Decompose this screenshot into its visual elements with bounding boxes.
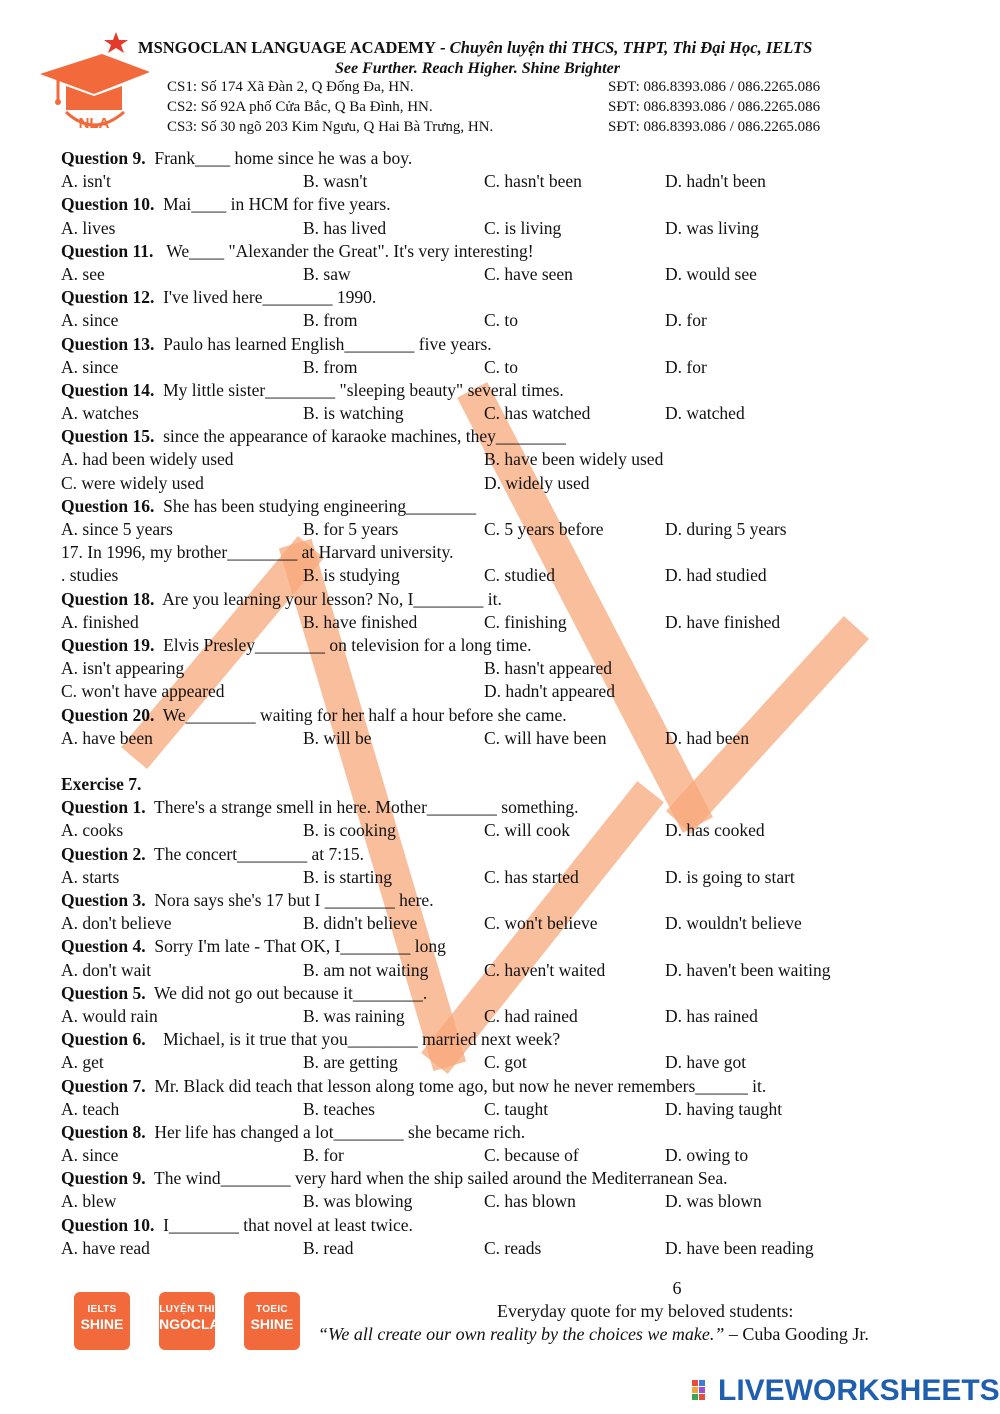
answer-option[interactable]: A. get	[61, 1052, 104, 1073]
answer-option[interactable]: C. hasn't been	[484, 171, 582, 192]
question-number: Question 10.	[61, 1214, 155, 1235]
question-stem	[61, 286, 961, 309]
answer-option[interactable]: D. for	[665, 310, 707, 331]
answer-option[interactable]: C. to	[484, 356, 519, 377]
answer-option[interactable]: B. are getting	[303, 1052, 398, 1073]
question-text: Her life has changed a lot________ she became rich.	[154, 1121, 526, 1142]
question-text: My little sister________ "sleeping beauty" several times.	[163, 379, 564, 400]
branch-address: CS3: Số 30 ngõ 203 Kim Ngưu, Q Hai Bà Trưng, HN.	[167, 119, 494, 135]
answer-option[interactable]: B. is watching	[303, 403, 404, 424]
answer-option[interactable]: D. is going to start	[665, 866, 795, 887]
answer-option[interactable]: C. is living	[484, 217, 562, 238]
question-stem	[61, 240, 961, 263]
question-stem	[61, 541, 961, 564]
question-number: Question 4.	[61, 936, 146, 957]
answer-option[interactable]: B. from	[303, 356, 358, 377]
answer-option[interactable]: D. have got	[665, 1052, 747, 1073]
question-text: We________ waiting for her half a hour before she came.	[162, 704, 567, 725]
question-stem	[61, 1075, 961, 1098]
question-text: I________ that novel at least twice.	[163, 1214, 413, 1235]
answer-options	[61, 1098, 961, 1121]
question-number: Question 11.	[61, 240, 154, 261]
answer-option[interactable]: D. had been	[665, 727, 750, 748]
answer-option[interactable]: B. am not waiting	[303, 959, 429, 980]
liveworksheets-icon	[692, 1378, 714, 1402]
question-list-b	[61, 796, 961, 1260]
answer-option[interactable]: B. for 5 years	[303, 519, 399, 539]
answer-option[interactable]: D. was living	[665, 217, 759, 238]
question-text: We____ "Alexander the Great". It's very interesting!	[162, 240, 534, 261]
answer-options	[61, 866, 961, 889]
question-number: Question 13.	[61, 333, 155, 354]
answer-options	[61, 217, 961, 240]
answer-option[interactable]: A. finished	[61, 611, 139, 632]
answer-option[interactable]: D. hadn't been	[665, 171, 766, 192]
answer-options	[61, 657, 961, 680]
question-text: Nora says she's 17 but I ________ here.	[154, 890, 434, 910]
svg-text:NLA: NLA	[78, 115, 110, 132]
branch-phone: SĐT: 086.8393.086 / 086.2265.086	[608, 119, 821, 135]
answer-options	[61, 1237, 961, 1260]
answer-option[interactable]: B. read	[303, 1237, 354, 1258]
answer-options	[61, 518, 961, 541]
question-text: Mr. Black did teach that lesson along tome ago, but now he never remembers______ it.	[154, 1075, 767, 1096]
branch-address: CS1: Số 174 Xã Đàn 2, Q Đống Đa, HN.	[167, 79, 414, 95]
answer-option[interactable]: A. lives	[61, 217, 116, 238]
answer-option[interactable]: D. for	[665, 356, 707, 377]
answer-options	[61, 819, 961, 842]
answer-option[interactable]: D. had studied	[665, 565, 767, 586]
question-stem	[61, 1028, 961, 1051]
answer-option[interactable]: D. has rained	[665, 1005, 758, 1026]
answer-option[interactable]: B. for	[303, 1145, 344, 1166]
ielts-shine-badge	[74, 1292, 130, 1350]
answer-option[interactable]: B. was blowing	[303, 1191, 413, 1212]
answer-option[interactable]: A. have read	[61, 1237, 150, 1258]
question-stem	[61, 935, 961, 958]
question-text: Michael, is it true that you________ married next week?	[154, 1029, 561, 1050]
answer-option[interactable]: B. didn't believe	[303, 913, 418, 934]
question-text: Frank____ home since he was a boy.	[154, 148, 413, 168]
answer-option[interactable]: D. have been reading	[665, 1237, 814, 1258]
answer-option[interactable]: D. widely used	[484, 472, 590, 493]
question-number: Question 9.	[61, 148, 146, 168]
answer-option[interactable]: C. will have been	[484, 727, 607, 748]
answer-options	[61, 309, 961, 332]
answer-option[interactable]: A. would rain	[61, 1005, 158, 1026]
answer-options	[61, 356, 961, 379]
answer-option[interactable]: B. wasn't	[303, 171, 368, 192]
branch-address: CS2: Số 92A phố Cửa Bắc, Q Ba Đình, HN.	[167, 99, 433, 115]
answer-options	[61, 564, 961, 587]
badge-line: SHINE	[80, 1316, 124, 1332]
quote	[318, 1324, 869, 1345]
question-text: Elvis Presley________ on television for a long time.	[163, 634, 532, 655]
answer-options	[61, 448, 961, 471]
question-number: Question 10.	[61, 194, 155, 215]
answer-option[interactable]: C. won't have appeared	[61, 681, 225, 702]
question-number: Question 15.	[61, 426, 155, 447]
question-number: Question 5.	[61, 982, 146, 1003]
question-text: Sorry I'm late - That OK, I________ long	[154, 936, 446, 957]
question-text: Mai____ in HCM for five years.	[163, 194, 391, 215]
answer-options	[61, 912, 961, 935]
question-stem	[61, 796, 961, 819]
answer-options	[61, 680, 961, 703]
question-list-a	[61, 147, 961, 750]
answer-option[interactable]: D. has cooked	[665, 820, 765, 841]
answer-option[interactable]: B. is studying	[303, 565, 400, 586]
answer-option[interactable]: C. had rained	[484, 1005, 578, 1026]
question-stem	[61, 193, 961, 216]
answer-options	[61, 959, 961, 982]
answer-option[interactable]: A. isn't	[61, 171, 111, 192]
answer-option[interactable]: D. hadn't appeared	[484, 681, 615, 702]
question-text: She has been studying engineering________	[163, 495, 477, 516]
academy-tagline: - Chuyên luyện thi THCS, THPT, Thi Đại Học, IELTS	[435, 38, 813, 57]
answer-option[interactable]: A. since	[61, 1145, 119, 1166]
question-number: Question 9.	[61, 1168, 146, 1189]
question-stem	[61, 147, 961, 170]
question-number: Question 6.	[61, 1029, 146, 1050]
badge-line: SHINE	[250, 1316, 294, 1332]
answer-option[interactable]: C. haven't waited	[484, 959, 606, 980]
answer-option[interactable]: D. haven't been waiting	[665, 959, 831, 980]
answer-options	[61, 727, 961, 750]
answer-option[interactable]: C. reads	[484, 1237, 542, 1258]
answer-option[interactable]: C. studied	[484, 565, 555, 586]
answer-option[interactable]: A. have been	[61, 727, 153, 748]
question-text: since the appearance of karaoke machines, they________	[163, 426, 566, 447]
question-stem	[61, 333, 961, 356]
question-number: Question 7.	[61, 1075, 146, 1096]
answer-option[interactable]: C. taught	[484, 1098, 549, 1119]
answer-option[interactable]: B. has lived	[303, 217, 387, 238]
question-number: Question 16.	[61, 495, 155, 516]
answer-options	[61, 472, 961, 495]
question-text: The concert________ at 7:15.	[154, 843, 364, 864]
question-stem	[61, 982, 961, 1005]
answer-option[interactable]: C. finishing	[484, 611, 567, 632]
answer-option[interactable]: C. has blown	[484, 1191, 576, 1212]
answer-option[interactable]: A. watches	[61, 403, 139, 424]
answer-option[interactable]: C. has started	[484, 866, 579, 887]
answer-option[interactable]: C. were widely used	[61, 472, 204, 493]
question-number: Question 8.	[61, 1121, 146, 1142]
answer-option[interactable]: D. wouldn't believe	[665, 913, 802, 934]
answer-option[interactable]: A. see	[61, 263, 105, 284]
question-stem	[61, 843, 961, 866]
question-stem	[61, 379, 961, 402]
question-stem	[61, 1167, 961, 1190]
question-number: Question 18.	[61, 588, 155, 609]
exercise-title: Exercise 7.	[61, 774, 142, 795]
answer-option[interactable]: B. have been widely used	[484, 449, 664, 470]
answer-option[interactable]: D. have finished	[665, 611, 781, 632]
answer-option[interactable]: B. saw	[303, 263, 351, 284]
question-stem	[61, 889, 961, 912]
academy-name: MSNGOCLAN LANGUAGE ACADEMY	[138, 38, 436, 57]
answer-option[interactable]: A. since 5 years	[61, 519, 173, 539]
question-text: There's a strange smell in here. Mother________ something.	[154, 797, 579, 818]
answer-options	[61, 611, 961, 634]
answer-options	[61, 402, 961, 425]
badge-line: TOEIC	[256, 1304, 288, 1315]
question-text: Paulo has learned English________ five years.	[163, 333, 492, 354]
answer-options	[61, 263, 961, 286]
question-number: Question 20.	[61, 704, 155, 725]
answer-option[interactable]: A. since	[61, 310, 119, 331]
luyenthi-ngoclan-badge	[159, 1292, 230, 1350]
badge-line: IELTS	[87, 1304, 117, 1315]
question-stem	[61, 1214, 961, 1237]
badge-line: LUYỆN THI	[159, 1304, 215, 1315]
answer-option[interactable]: C. got	[484, 1052, 527, 1073]
spacer	[61, 750, 961, 773]
answer-option[interactable]: B. is cooking	[303, 820, 396, 841]
answer-option[interactable]: B. is starting	[303, 866, 392, 887]
answer-options	[61, 1005, 961, 1028]
answer-option[interactable]: D. owing to	[665, 1145, 749, 1166]
answer-option[interactable]: B. from	[303, 310, 358, 331]
answer-options	[61, 1190, 961, 1213]
answer-option[interactable]: B. was raining	[303, 1005, 405, 1026]
question-number: Question 19.	[61, 634, 155, 655]
question-number: Question 1.	[61, 797, 146, 818]
answer-option[interactable]: B. teaches	[303, 1098, 375, 1119]
question-text: 17. In 1996, my brother________ at Harvard university.	[61, 542, 454, 563]
answer-options	[61, 1144, 961, 1167]
quote-text: “We all create our own reality by the choices we make.”	[318, 1324, 725, 1344]
answer-option[interactable]: B. hasn't appeared	[484, 658, 613, 679]
quote-label: Everyday quote for my beloved students:	[497, 1301, 794, 1321]
answer-option[interactable]: B. will be	[303, 727, 372, 748]
answer-option[interactable]: . studies	[61, 565, 119, 586]
question-stem	[61, 704, 961, 727]
toeic-shine-badge	[244, 1292, 300, 1350]
question-stem	[61, 634, 961, 657]
question-text: Are you learning your lesson? No, I________ it.	[162, 588, 502, 609]
answer-option[interactable]: C. because of	[484, 1145, 579, 1166]
question-stem	[61, 495, 961, 518]
question-text: I've lived here________ 1990.	[163, 287, 377, 308]
answer-option[interactable]: D. would see	[665, 263, 757, 284]
page-number: 6	[672, 1278, 682, 1298]
letterhead	[0, 0, 1000, 145]
answer-option[interactable]: A. blew	[61, 1191, 117, 1212]
question-number: Question 2.	[61, 843, 146, 864]
answer-option[interactable]: C. have seen	[484, 263, 573, 284]
answer-option[interactable]: C. has watched	[484, 403, 591, 424]
branch-phone: SĐT: 086.8393.086 / 086.2265.086	[608, 79, 821, 95]
answer-option[interactable]: A. had been widely used	[61, 449, 234, 470]
badge-line: NGOCLAN	[159, 1316, 230, 1332]
answer-option[interactable]: D. having taught	[665, 1098, 783, 1119]
branch-phone: SĐT: 086.8393.086 / 086.2265.086	[608, 99, 821, 115]
answer-option[interactable]: C. to	[484, 310, 519, 331]
answer-option[interactable]: C. won't believe	[484, 913, 598, 934]
answer-options	[61, 170, 961, 193]
answer-option[interactable]: A. isn't appearing	[61, 658, 185, 679]
answer-option[interactable]: A. since	[61, 356, 119, 377]
quote-author: – Cuba Gooding Jr.	[724, 1324, 869, 1344]
answer-option[interactable]: A. starts	[61, 866, 120, 887]
liveworksheets-brand: LIVEWORKSHEETS	[718, 1374, 1000, 1407]
academy-slogan: See Further. Reach Higher. Shine Brighter	[335, 60, 620, 77]
answer-option[interactable]: A. don't believe	[61, 913, 172, 934]
answer-options	[61, 1051, 961, 1074]
question-stem	[61, 425, 961, 448]
answer-option[interactable]: C. 5 years before	[484, 519, 604, 539]
academy-title	[138, 38, 812, 58]
question-number: Question 12.	[61, 287, 155, 308]
worksheet-content	[61, 147, 961, 1260]
answer-option[interactable]: D. watched	[665, 403, 745, 424]
question-number: Question 14.	[61, 379, 155, 400]
answer-option[interactable]: D. was blown	[665, 1191, 762, 1212]
question-text: The wind________ very hard when the ship sailed around the Mediterranean Sea.	[154, 1168, 728, 1189]
question-stem	[61, 588, 961, 611]
question-text: We did not go out because it________.	[154, 982, 428, 1003]
answer-option[interactable]: B. have finished	[303, 611, 418, 632]
question-stem	[61, 1121, 961, 1144]
question-number: Question 3.	[61, 890, 146, 910]
answer-option[interactable]: A. don't wait	[61, 959, 152, 980]
answer-option[interactable]: C. will cook	[484, 820, 571, 841]
answer-option[interactable]: A. cooks	[61, 820, 124, 841]
answer-option[interactable]: A. teach	[61, 1098, 120, 1119]
answer-option[interactable]: D. during 5 years	[665, 519, 787, 539]
